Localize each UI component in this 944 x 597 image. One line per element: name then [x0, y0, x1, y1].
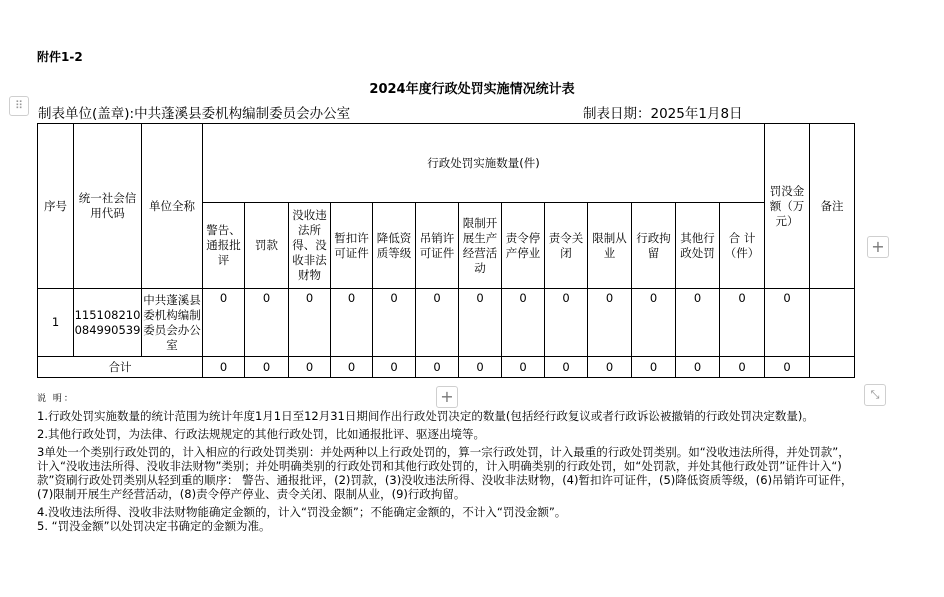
table-row	[38, 289, 855, 357]
header-seq: 序号	[38, 124, 74, 289]
row-value: 0	[245, 289, 289, 357]
row-value: 0	[545, 289, 588, 357]
total-fine-amount: 0	[765, 357, 810, 378]
total-value: 0	[331, 357, 373, 378]
row-value: 0	[203, 289, 245, 357]
note-item: 3单处一个类别行政处罚的，计入相应的行政处罚类别：并处两种以上行政处罚的，算一宗行政处罚，计入最重的行政处罚类别。如“没收违法所得，并处罚款”，计入“没收违法所得、没收非法财物”类别；并处明确类别的行政处罚和其他行政处罚的，计入明确类别的行政处罚，如“处罚款，并处其他行政处罚”证件计入“)款”资刷行政处罚类别从轻到重的顺序： 警告、通报批评，(2)罚款，(3)没收违法所得、没收非法财物，(4)暂扣许可证件，(5)降低资质等级，(6)吊销许可证件，(7)限制开展生产经营活动，(8)责令停产停业、责令关闭、限制从业，(9)行政拘留。	[37, 445, 853, 501]
subheader-detention: 行政拘留	[632, 203, 676, 289]
row-value: 0	[289, 289, 331, 357]
total-value: 0	[545, 357, 588, 378]
reporting-unit: 制表单位(盖章):中共蓬溪县委机构编制委员会办公室	[38, 106, 351, 122]
total-value: 0	[502, 357, 545, 378]
total-value: 0	[720, 357, 765, 378]
row-fine-amount: 0	[765, 289, 810, 357]
drag-handle-icon[interactable]: ⠿	[9, 96, 29, 116]
subheader-license-suspension: 暂扣许可证件	[331, 203, 373, 289]
subheader-qualification-downgrade: 降低资质等级	[373, 203, 416, 289]
document-title: 2024年度行政处罚实施情况统计表	[369, 82, 575, 97]
row-remark	[810, 289, 855, 357]
total-value: 0	[203, 357, 245, 378]
add-column-plus-icon[interactable]: +	[867, 236, 889, 258]
total-label: 合计	[38, 357, 203, 378]
row-value: 0	[373, 289, 416, 357]
subheader-other-penalty: 其他行政处罚	[676, 203, 720, 289]
row-value: 0	[502, 289, 545, 357]
total-row	[38, 357, 855, 378]
subheader-business-restriction: 限制开展生产经营活动	[459, 203, 502, 289]
row-seq: 1	[38, 289, 74, 357]
resize-handle-icon[interactable]: ⤡	[864, 384, 886, 406]
note-item: 2.其他行政处罚，为法律、行政法规规定的其他行政处罚，比如通报批评、驱逐出境等。	[37, 427, 485, 441]
attachment-label: 附件1-2	[37, 50, 83, 64]
header-remark: 备注	[810, 124, 855, 289]
add-row-plus-icon[interactable]: +	[436, 386, 458, 408]
row-value: 0	[416, 289, 459, 357]
subheader-fine: 罚款	[245, 203, 289, 289]
subheader-confiscation: 没收违法所得、没收非法财物	[289, 203, 331, 289]
header-penalty-count: 行政处罚实施数量(件)	[203, 124, 765, 203]
report-date: 制表日期：2025年1月8日	[583, 106, 743, 122]
header-fine-amount: 罚没金额（万元）	[765, 124, 810, 289]
note-item: 4.没收违法所得、没收非法财物能确定金额的，计入“罚没金额”；不能确定金额的，不计入“罚没金额”。	[37, 505, 567, 519]
total-value: 0	[588, 357, 632, 378]
row-credit-code: 115108210084990539	[74, 289, 142, 357]
subheader-closure: 责令关闭	[545, 203, 588, 289]
row-value: 0	[632, 289, 676, 357]
row-value: 0	[459, 289, 502, 357]
header-unit-name: 单位全称	[142, 124, 203, 289]
notes-section	[37, 392, 859, 533]
total-remark	[810, 357, 855, 378]
subheader-production-halt: 责令停产停业	[502, 203, 545, 289]
total-value: 0	[289, 357, 331, 378]
subheader-license-revocation: 吊销许可证件	[416, 203, 459, 289]
total-value: 0	[676, 357, 720, 378]
note-item: 5. “罚没金额”以处罚决定书确定的金额为准。	[37, 519, 271, 533]
total-value: 0	[373, 357, 416, 378]
total-value: 0	[459, 357, 502, 378]
row-value: 0	[720, 289, 765, 357]
penalty-statistics-table	[37, 123, 855, 378]
row-value: 0	[588, 289, 632, 357]
total-value: 0	[245, 357, 289, 378]
row-value: 0	[331, 289, 373, 357]
row-unit-name: 中共蓬溪县委机构编制委员会办公室	[142, 289, 203, 357]
subheader-subtotal: 合 计（件）	[720, 203, 765, 289]
subheader-employment-restriction: 限制从业	[588, 203, 632, 289]
total-value: 0	[632, 357, 676, 378]
note-item: 1.行政处罚实施数量的统计范围为统计年度1月1日至12月31日期间作出行政处罚决定的数量(包括经行政复议或者行政诉讼被撤销的行政处罚决定数量)。	[37, 409, 814, 423]
subheader-warning: 警告、通报批评	[203, 203, 245, 289]
row-value: 0	[676, 289, 720, 357]
notes-heading: 说 明：	[37, 394, 75, 404]
total-value: 0	[416, 357, 459, 378]
header-credit-code: 统一社会信用代码	[74, 124, 142, 289]
